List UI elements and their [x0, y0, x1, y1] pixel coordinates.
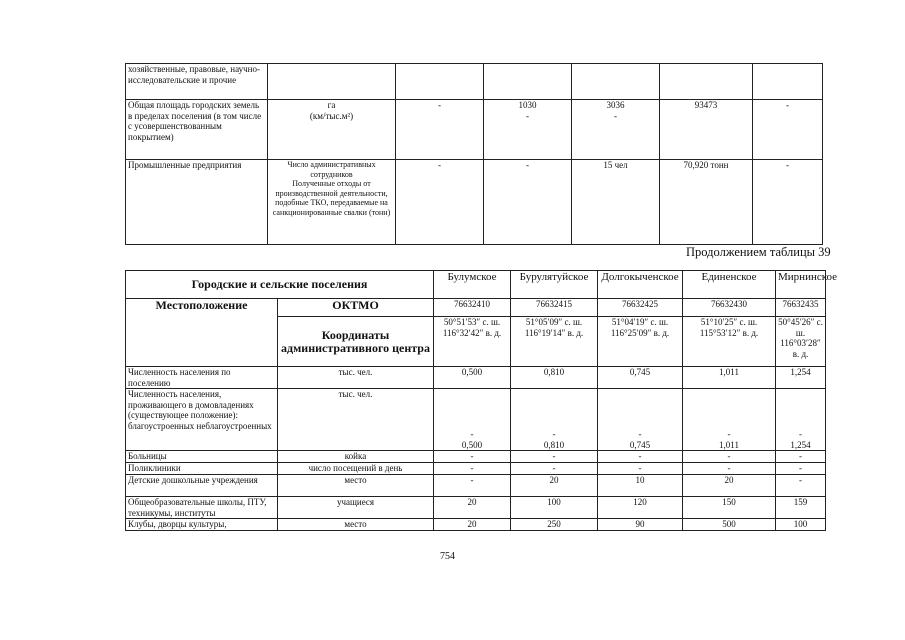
value-cell: 20 — [434, 519, 511, 531]
value-cell: - 0,745 — [598, 389, 683, 451]
table-row — [126, 389, 826, 451]
row-label: Общая площадь городских земель в пределах поселения (в том числе с усовершенствованным покрытием) — [126, 100, 268, 160]
coords-value: 51°10′25″ с. ш. 115°53′12″ в. д. — [683, 317, 776, 367]
row-label: Поликлиники — [126, 463, 278, 475]
value-cell: 93473 — [660, 100, 753, 160]
value-cell: - — [776, 475, 826, 497]
value-cell: 150 — [683, 497, 776, 519]
value-cell: - — [434, 451, 511, 463]
oktmo-label: ОКТМО — [278, 299, 434, 317]
unit-cell: Число административных сотрудников Полученные отходы от производственной деятельности, подобные ТКО, передаваемые на санкционированные свалки (тонн) — [268, 160, 396, 245]
value-cell: - — [683, 463, 776, 475]
settlement-name: Мирнинское — [776, 271, 826, 299]
value-cell: - — [396, 160, 484, 245]
value-cell: 90 — [598, 519, 683, 531]
unit-cell: число посещений в день — [278, 463, 434, 475]
row-label: Общеобразовательные школы, ПТУ, техникумы, институты — [126, 497, 278, 519]
value-cell: 10 — [598, 475, 683, 497]
value-cell: - 1,254 — [776, 389, 826, 451]
value-cell: 70,920 тонн — [660, 160, 753, 245]
value-cell: 500 — [683, 519, 776, 531]
oktmo-code: 76632425 — [598, 299, 683, 317]
value-cell: 20 — [683, 475, 776, 497]
table-row — [126, 497, 826, 519]
value-cell: - — [484, 160, 572, 245]
value-cell: 15 чел — [572, 160, 660, 245]
value-cell: - — [434, 463, 511, 475]
coords-label: Координаты административного центра — [278, 317, 434, 367]
value-cell: 0,500 — [434, 367, 511, 389]
table-row — [126, 64, 823, 100]
row-label: Больницы — [126, 451, 278, 463]
header-title: Городские и сельские поселения — [126, 271, 434, 299]
oktmo-code: 76632430 — [683, 299, 776, 317]
table-row — [126, 451, 826, 463]
unit-cell: тыс. чел. — [278, 389, 434, 451]
coords-value: 50°45′26″ с. ш. 116°03′28″ в. д. — [776, 317, 826, 367]
value-cell: 20 — [434, 497, 511, 519]
value-cell: - — [683, 451, 776, 463]
value-cell: - — [776, 451, 826, 463]
table-row — [126, 160, 823, 245]
oktmo-code: 76632410 — [434, 299, 511, 317]
value-cell: - — [511, 463, 598, 475]
value-cell: 20 — [511, 475, 598, 497]
oktmo-code: 76632435 — [776, 299, 826, 317]
row-label: Численность населения по поселению — [126, 367, 278, 389]
value-cell: - — [776, 463, 826, 475]
coords-value: 51°04′19″ с. ш. 116°25′09″ в. д. — [598, 317, 683, 367]
row-label: Промышленные предприятия — [126, 160, 268, 245]
value-cell: 120 — [598, 497, 683, 519]
value-cell: 3036 - — [572, 100, 660, 160]
value-cell: - — [434, 475, 511, 497]
unit-cell: га (км/тыс.м²) — [268, 100, 396, 160]
table-row — [126, 463, 826, 475]
value-cell: 250 — [511, 519, 598, 531]
page-number: 754 — [440, 551, 455, 562]
value-cell: 0,810 — [511, 367, 598, 389]
header-row — [126, 271, 826, 299]
value-cell: - 1,011 — [683, 389, 776, 451]
value-cell: - — [598, 451, 683, 463]
unit-cell: место — [278, 519, 434, 531]
top-table — [125, 63, 823, 245]
row-label: Детские дошкольные учреждения — [126, 475, 278, 497]
unit-cell: койка — [278, 451, 434, 463]
continuation-caption: Продолжением таблицы 39 — [686, 245, 831, 259]
value-cell: - 0,500 — [434, 389, 511, 451]
value-cell: 0,745 — [598, 367, 683, 389]
location-label: Местоположение — [126, 299, 278, 367]
value-cell: - 0,810 — [511, 389, 598, 451]
table-row — [126, 475, 826, 497]
value-cell: - — [753, 100, 823, 160]
value-cell: 1,011 — [683, 367, 776, 389]
settlement-name: Булумское — [434, 271, 511, 299]
value-cell: 1030 - — [484, 100, 572, 160]
value-cell: - — [396, 100, 484, 160]
value-cell: 1,254 — [776, 367, 826, 389]
value-cell: - — [598, 463, 683, 475]
table-row — [126, 519, 826, 531]
row-label: Клубы, дворцы культуры, — [126, 519, 278, 531]
settlements-table — [125, 270, 838, 531]
oktmo-row — [126, 299, 826, 317]
settlement-name: Бурулятуйское — [511, 271, 598, 299]
coords-value: 50°51′53″ с. ш. 116°32′42″ в. д. — [434, 317, 511, 367]
settlement-name: Долгокыченское — [598, 271, 683, 299]
row-label: Численность населения, проживающего в домовладениях (существующее положение): благоустроенных неблагоустроенных — [126, 389, 278, 451]
value-cell: - — [511, 451, 598, 463]
table-row — [126, 100, 823, 160]
value-cell: 159 — [776, 497, 826, 519]
value-cell: - — [753, 160, 823, 245]
coords-value: 51°05′09″ с. ш. 116°19′14″ в. д. — [511, 317, 598, 367]
settlement-name: Единенское — [683, 271, 776, 299]
oktmo-code: 76632415 — [511, 299, 598, 317]
table-row — [126, 367, 826, 389]
unit-cell: учащиеся — [278, 497, 434, 519]
value-cell: 100 — [776, 519, 826, 531]
row-label: хозяйственные, правовые, научно-исследовательские и прочие — [126, 64, 268, 100]
unit-cell: место — [278, 475, 434, 497]
unit-cell: тыс. чел. — [278, 367, 434, 389]
value-cell: 100 — [511, 497, 598, 519]
